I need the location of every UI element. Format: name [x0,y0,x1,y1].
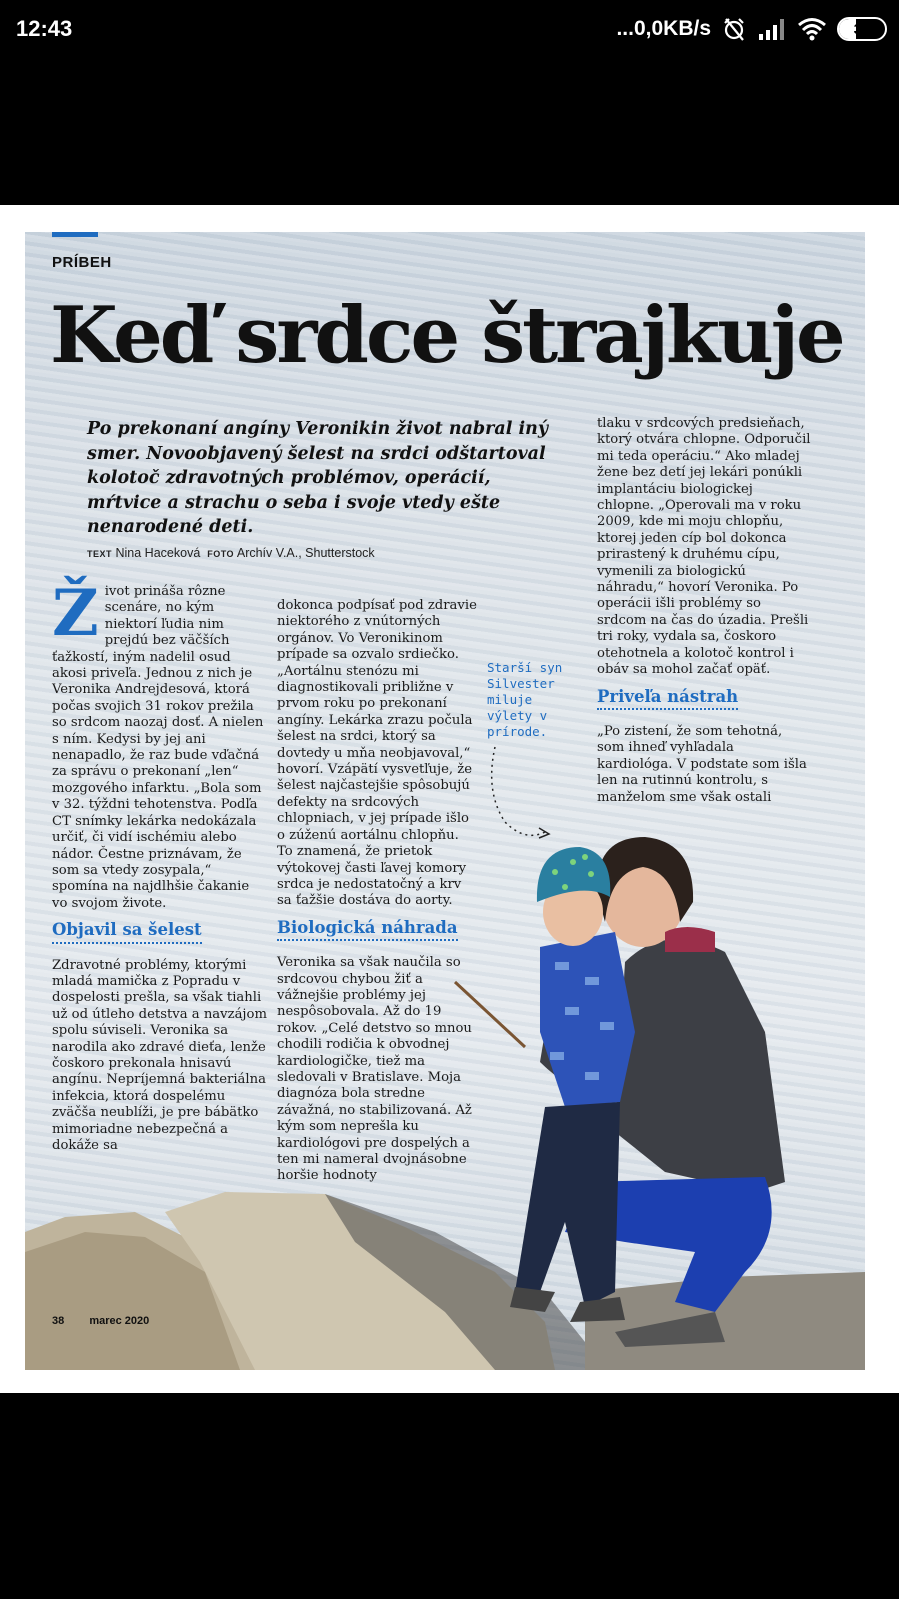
section-accent-bar [52,232,98,237]
text-author: Nina Haceková [115,546,201,560]
paragraph: „Po zistení, že som tehotná, som ihneď vyhľadala kardiológa. V podstate som išla len na rutinnú kontrolu, s manželom sme však ostali [597,723,807,805]
subhead-objavil: Objavil sa šelest [52,922,202,943]
wifi-icon [797,17,827,41]
section-label: PRÍBEH [52,254,112,271]
signal-icon [757,17,787,41]
subhead-privela: Priveľa nástrah [597,689,738,710]
column-3 [597,416,812,806]
battery-icon [837,17,887,41]
network-speed: ...0,0KB/s [616,17,711,40]
text-label: TEXT [87,549,113,559]
paragraph: dokonca podpísať pod zdravie niektorého z vnútorných orgánov. Vo Veronikinom prípade sa ozvalo srdiečko. „Aortálnu stenózu mi diagnostikovali približne v prvom roku po prekonaní angíny. Lekárka zrazu počula šelest na srdci, ktorý sa dovtedy u mňa neobjavoval,“ hovorí. Vzápätí vysvetľuje, že šelest najčastejšie spôsobujú defekty na srdcových chlopniach, v jej prípade išlo o zúženú aortálnu chlopňu. To znamená, že prietok výtokovej časti ľavej komory srdca je nedostatočný a krv sa ťažšie dostáva do aorty. [277,598,477,909]
paragraph: Zdravotné problémy, ktorými mladá mamička z Popradu v dospelosti prešla, sa však tiahli už od útleho detstva a navzájom spolu súviseli. Veronika sa narodila ako zdravé dieťa, lenže čoskoro prekonala hnisavú angínu. Nepríjemná bakteriálna infekcia, ktorá dospelému zväčša neublíži, je pre bábätko mimoriadne nebezpečná a dokáže sa [52,957,267,1153]
paragraph: ivot prináša rôzne scenáre, no kým niektorí ľudia nim prejdú bez väčších ťažkostí, iným nadelil osud akosi priveľa. Jednou z nich je Veronika Andrejdesová, ktorá počas svojich 31 rokov prežila so srdcom naozaj dosť. A nielen s ním. Kedysi by jej ani nenapadlo, že raz bude vďačná za správu o prekonaní „len“ mozgového infarktu. „Bola som v 32. týždni tehotenstva. Podľa CT snímky lekárka nedokázala určiť, či vidí ischémiu alebo nádor. Čestne priznávam, že som sa vtedy zosypala,“ spomína na najdlhšie čakanie vo svojom živote. [52,584,264,911]
subhead-biologicka: Biologická náhrada [277,920,458,941]
headline: Keď srdce štrajkuje [50,290,843,381]
clock: 12:43 [16,16,73,41]
issue-date: marec 2020 [89,1315,150,1327]
photo-label: FOTO [207,549,235,559]
page-footer [52,1315,171,1327]
credits [87,546,375,560]
paragraph: Veronika sa však naučila so srdcovou chybou žiť a vážnejšie problémy jej nespôsobovala. Až do 19 rokov. „Celé detstvo so mnou chodili rodičia k obvodnej kardiologičke, tiež ma sledovali v Bratislave. Moja diagnóza bola stredne závažná, no stabilizovaná. Až kým som neprešla ku kardiológovi pre dospelých a ten mi nameral dvojnásobne horšie hodnoty [277,955,472,1184]
photo-author: Archív V.A., Shutterstock [236,546,375,560]
column-1 [52,576,267,1154]
alarm-off-icon [721,16,747,42]
magazine-page[interactable] [25,232,865,1370]
photo-caption: Starší syn Silvester miluje výlety v prírode. [487,660,563,739]
paragraph: tlaku v srdcových predsieňach, ktorý otvára chlopne. Odporučil mi teda operáciu.“ Ako mladej žene bez detí jej lekári ponúkli implantáciu biologickej chlopne. „Operovali ma v roku 2009, kde mi moju chlopňu, ktorej jeden cíp bol dokonca prirastený k druhému cípu, vymenili za biologickú náhradu,“ hovorí Veronika. Po operácii išli problémy so srdcom na čas do úzadia. Prešli tri roky, vydala sa, čoskoro otehotnela a kolotoč kontrol i obáv sa mohol začať opäť. [597,416,811,678]
battery-level: 38 [853,20,871,38]
status-icons [616,14,887,44]
page-number: 38 [52,1315,65,1327]
column-2 [277,598,477,1185]
lead-paragraph: Po prekonaní angíny Veronikin život nabral iný smer. Novoobjavený šelest na srdci odštartoval kolotoč zdravotných problémov, operácií, mŕtvice a strachu o seba i svoje vtedy ešte nenarodené deti. [87,419,548,537]
status-bar [0,0,899,60]
dropcap: Ž [52,576,99,651]
